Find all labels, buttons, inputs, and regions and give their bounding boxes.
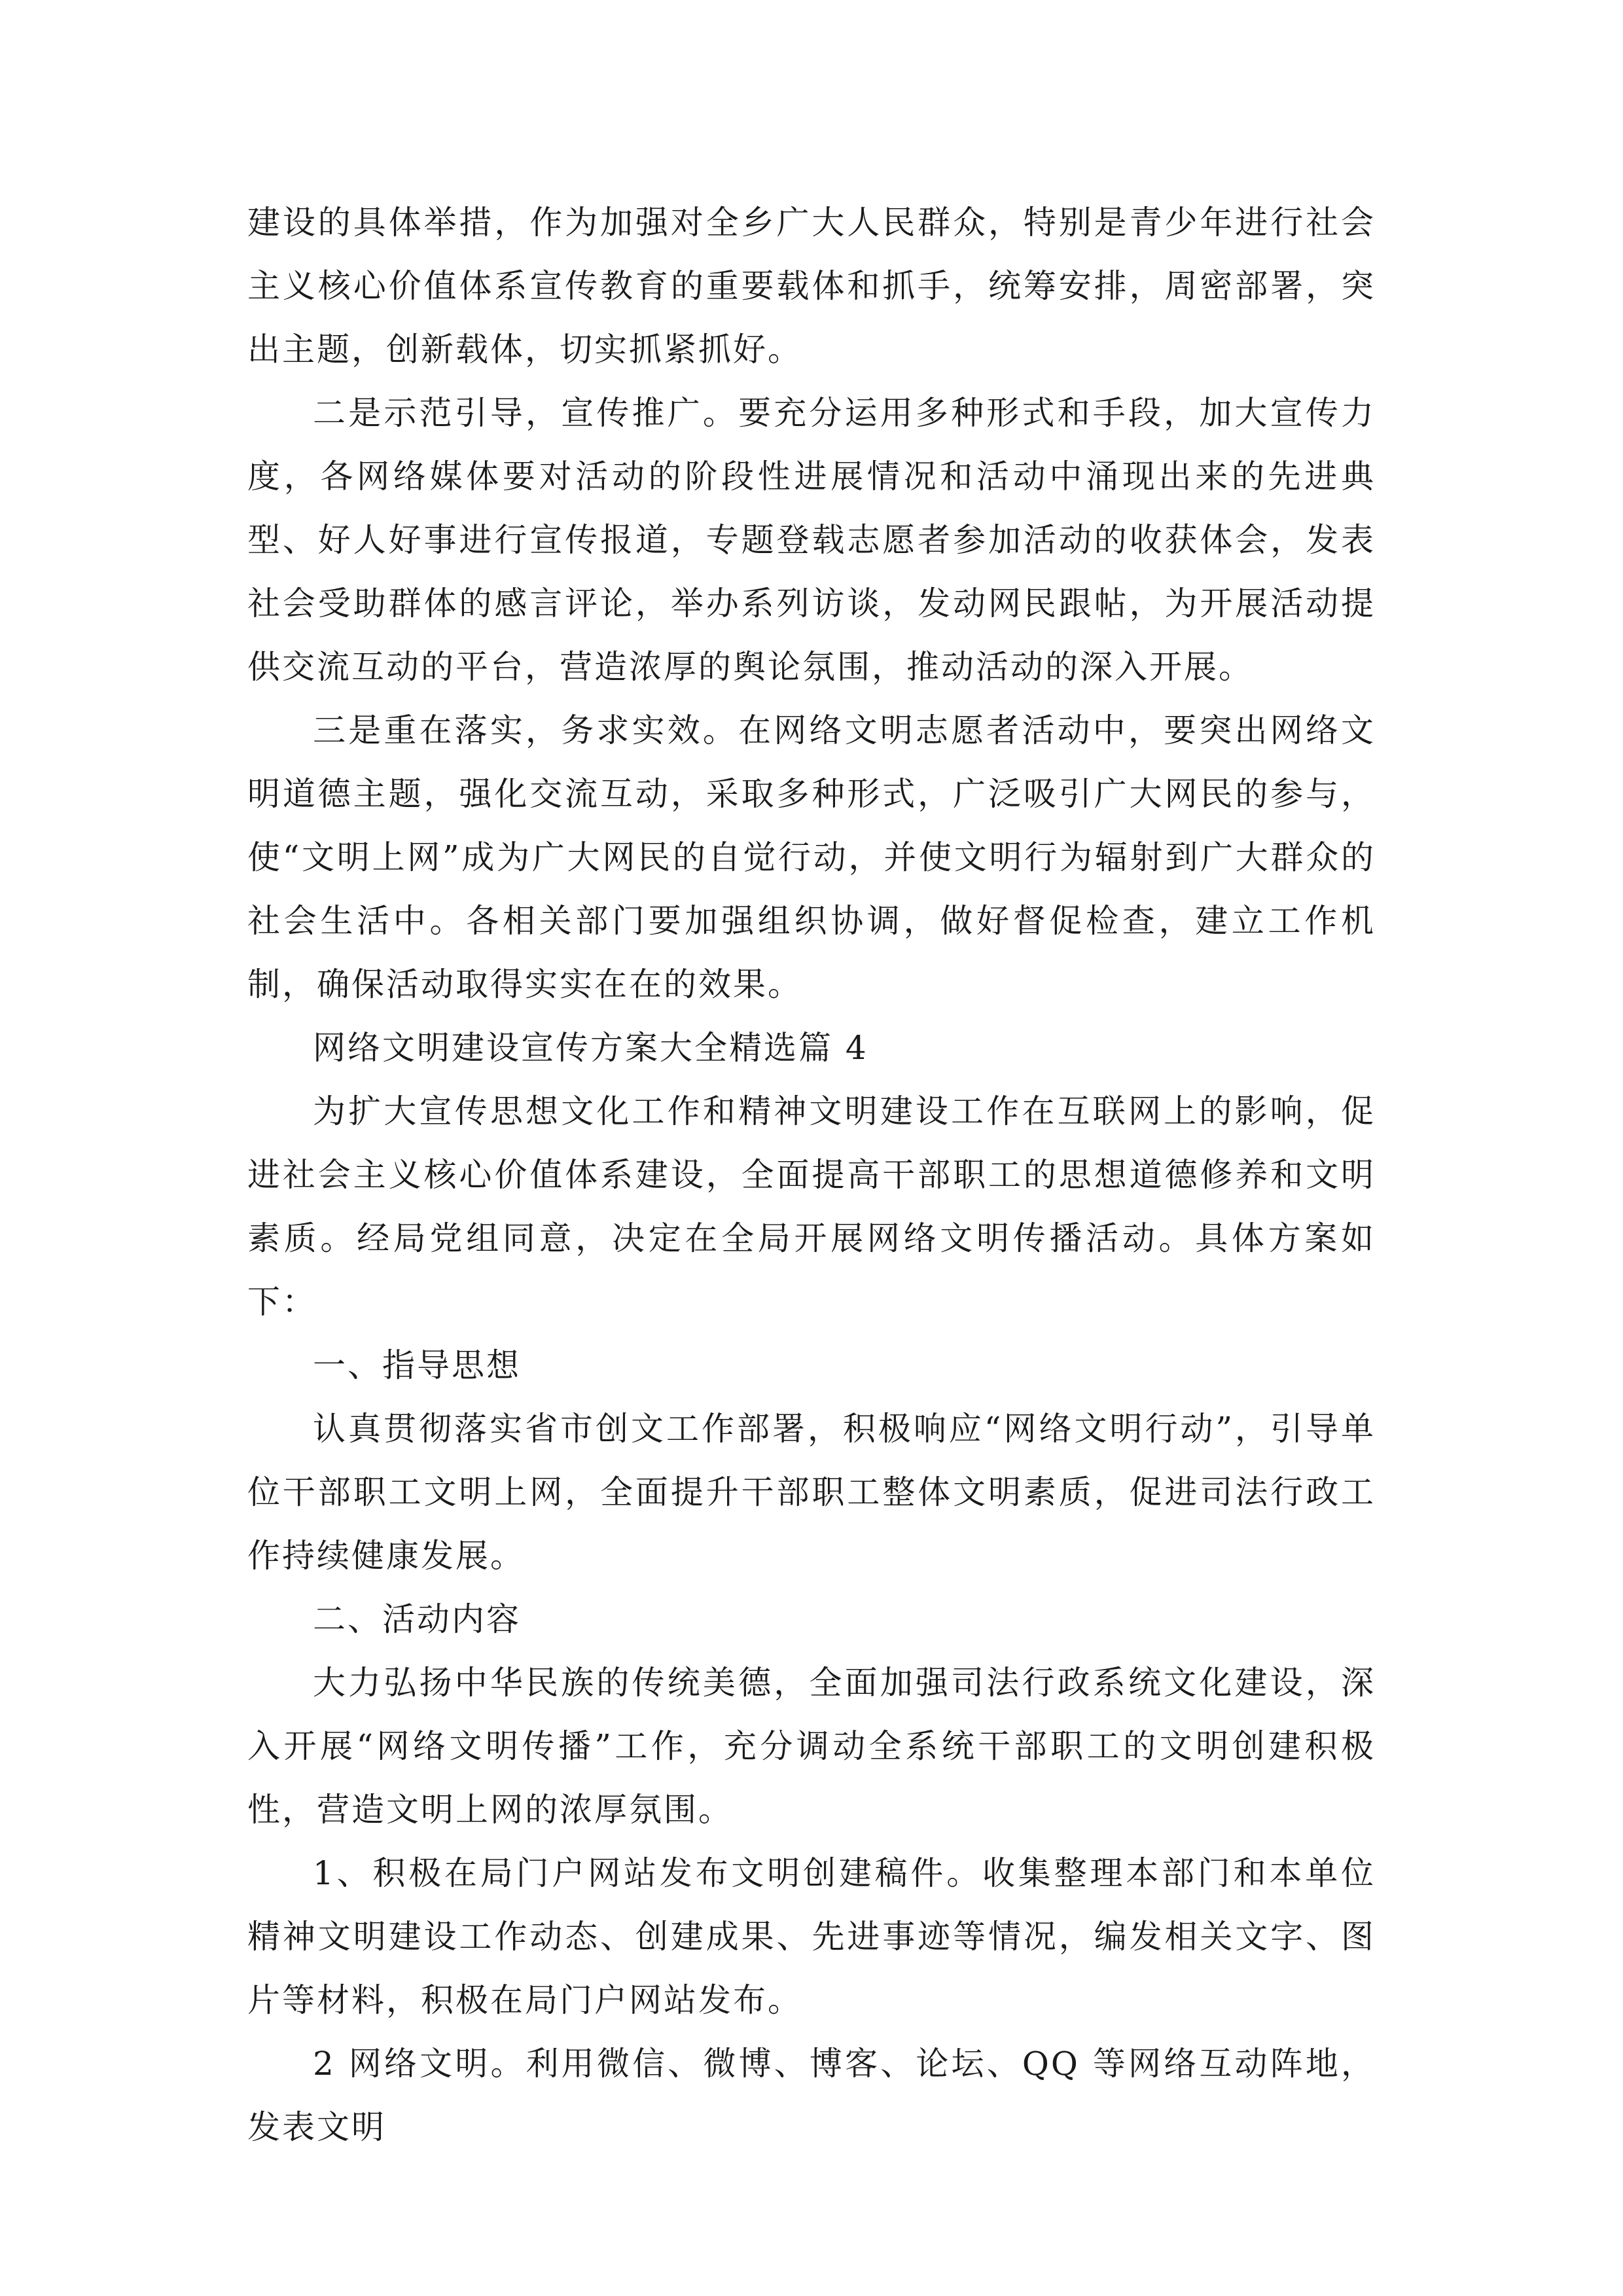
paragraph-activity-content: 大力弘扬中华民族的传统美德，全面加强司法行政系统文化建设，深入开展“网络文明传播”工作，充分调动全系统干部职工的文明创建积极性，营造文明上网的浓厚氛围。 [247,1664,1376,1829]
document-body [247,191,1376,2159]
paragraph-implementation: 三是重在落实，务求实效。在网络文明志愿者活动中，要突出网络文明道德主题，强化交流互动，采取多种形式，广泛吸引广大网民的参与，使“文明上网”成为广大网民的自觉行动，并使文明行为辐射到广大群众的社会生活中。各相关部门要加强组织协调，做好督促检查，建立工作机制，确保活动取得实实在在的效果。 [247,711,1376,1003]
subheading-activity-content: 二、活动内容 [313,1600,521,1638]
paragraph-demonstration: 二是示范引导，宣传推广。要充分运用多种形式和手段，加大宣传力度，各网络媒体要对活动的阶段性进展情况和活动中涌现出来的先进典型、好人好事进行宣传报道，专题登载志愿者参加活动的收获体会，发表社会受助群体的感言评论，举办系列访谈，发动网民跟帖，为开展活动提供交流互动的平台，营造浓厚的舆论氛围，推动活动的深入开展。 [247,394,1376,686]
list-item-1: 1、积极在局门户网站发布文明创建稿件。收集整理本部门和本单位精神文明建设工作动态、创建成果、先进事迹等情况，编发相关文字、图片等材料，积极在局门户网站发布。 [247,1854,1376,2019]
subheading-guiding-thought: 一、指导思想 [313,1346,521,1384]
list-item-2: 2 网络文明。利用微信、微博、博客、论坛、QQ 等网络互动阵地，发表文明 [247,2045,1376,2146]
paragraph-intro: 为扩大宣传思想文化工作和精神文明建设工作在互联网上的影响，促进社会主义核心价值体系建设，全面提高干部职工的思想道德修养和文明素质。经局党组同意，决定在全局开展网络文明传播活动。具体方案如下： [247,1092,1376,1321]
section-heading: 网络文明建设宣传方案大全精选篇 4 [313,1029,868,1067]
paragraph-guiding-thought: 认真贯彻落实省市创文工作部署，积极响应“网络文明行动”，引导单位干部职工文明上网，全面提升干部职工整体文明素质，促进司法行政工作持续健康发展。 [247,1410,1376,1575]
paragraph-continuation: 建设的具体举措，作为加强对全乡广大人民群众，特别是青少年进行社会主义核心价值体系宣传教育的重要载体和抓手，统筹安排，周密部署，突出主题，创新载体，切实抓紧抓好。 [247,204,1376,368]
